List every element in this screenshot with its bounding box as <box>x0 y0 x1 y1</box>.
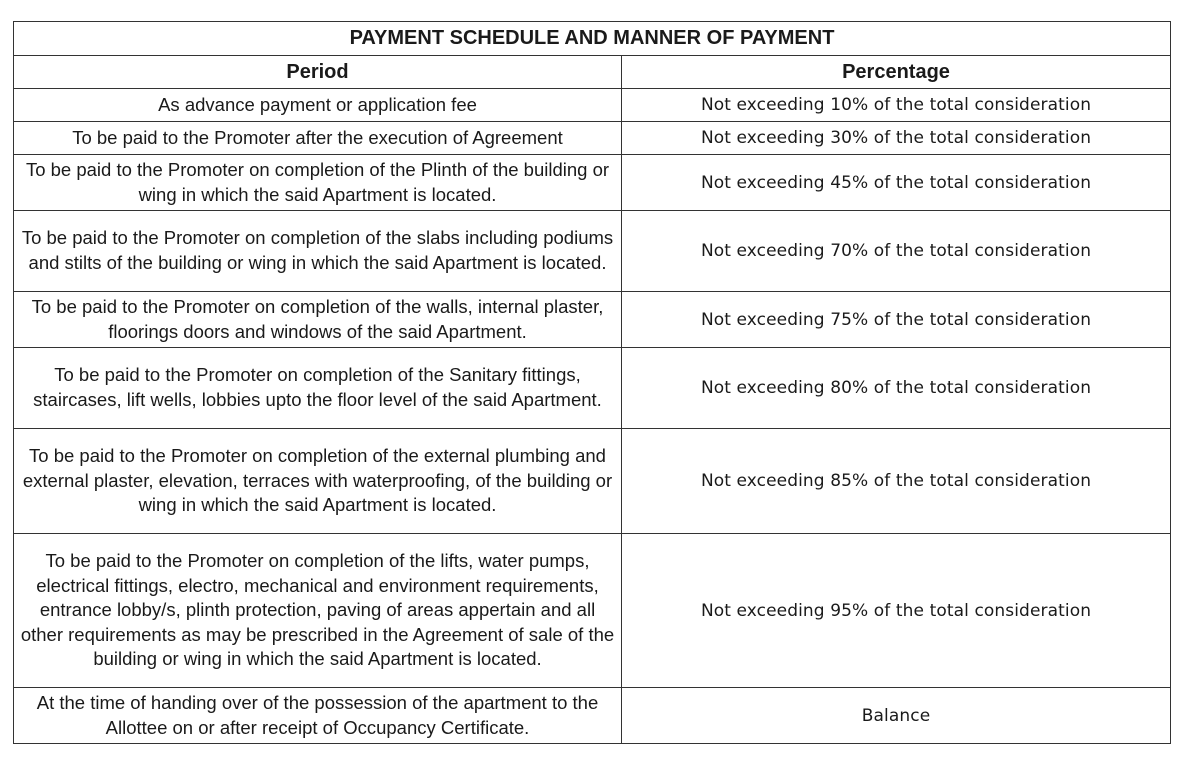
percentage-cell: Balance <box>622 688 1171 744</box>
percentage-cell: Not exceeding 95% of the total consideration <box>622 534 1171 688</box>
period-cell: As advance payment or application fee <box>14 89 622 122</box>
table-row <box>14 688 1171 744</box>
table-row <box>14 348 1171 429</box>
table-row <box>14 122 1171 155</box>
percentage-cell: Not exceeding 70% of the total consideration <box>622 211 1171 292</box>
header-row <box>14 56 1171 89</box>
percentage-cell: Not exceeding 85% of the total consideration <box>622 429 1171 534</box>
payment-schedule-table <box>13 21 1171 744</box>
table-row <box>14 534 1171 688</box>
period-cell: To be paid to the Promoter on completion of the slabs including podiums and stilts of the building or wing in which the said Apartment is located. <box>14 211 622 292</box>
period-cell: To be paid to the Promoter on completion of the walls, internal plaster, floorings doors and windows of the said Apartment. <box>14 292 622 348</box>
period-cell: To be paid to the Promoter on completion of the lifts, water pumps, electrical fittings, electro, mechanical and environment requirements, entrance lobby/s, plinth protection, paving of areas appertain and all other requirements as may be prescribed in the Agreement of sale of the building or wing in which the said Apartment is located. <box>14 534 622 688</box>
table-title: PAYMENT SCHEDULE AND MANNER OF PAYMENT <box>14 22 1171 56</box>
percentage-cell: Not exceeding 75% of the total consideration <box>622 292 1171 348</box>
percentage-cell: Not exceeding 45% of the total consideration <box>622 155 1171 211</box>
percentage-cell: Not exceeding 30% of the total consideration <box>622 122 1171 155</box>
percentage-cell: Not exceeding 10% of the total consideration <box>622 89 1171 122</box>
percentage-cell: Not exceeding 80% of the total consideration <box>622 348 1171 429</box>
table-row <box>14 89 1171 122</box>
table-row <box>14 155 1171 211</box>
period-cell: At the time of handing over of the possession of the apartment to the Allottee on or after receipt of Occupancy Certificate. <box>14 688 622 744</box>
table-row <box>14 429 1171 534</box>
table-row <box>14 292 1171 348</box>
period-header: Period <box>14 56 622 89</box>
period-cell: To be paid to the Promoter on completion of the Sanitary fittings, staircases, lift wells, lobbies upto the floor level of the said Apartment. <box>14 348 622 429</box>
title-row <box>14 22 1171 56</box>
percentage-header: Percentage <box>622 56 1171 89</box>
period-cell: To be paid to the Promoter on completion of the Plinth of the building or wing in which the said Apartment is located. <box>14 155 622 211</box>
period-cell: To be paid to the Promoter on completion of the external plumbing and external plaster, elevation, terraces with waterproofing, of the building or wing in which the said Apartment is located. <box>14 429 622 534</box>
period-cell: To be paid to the Promoter after the execution of Agreement <box>14 122 622 155</box>
table-row <box>14 211 1171 292</box>
